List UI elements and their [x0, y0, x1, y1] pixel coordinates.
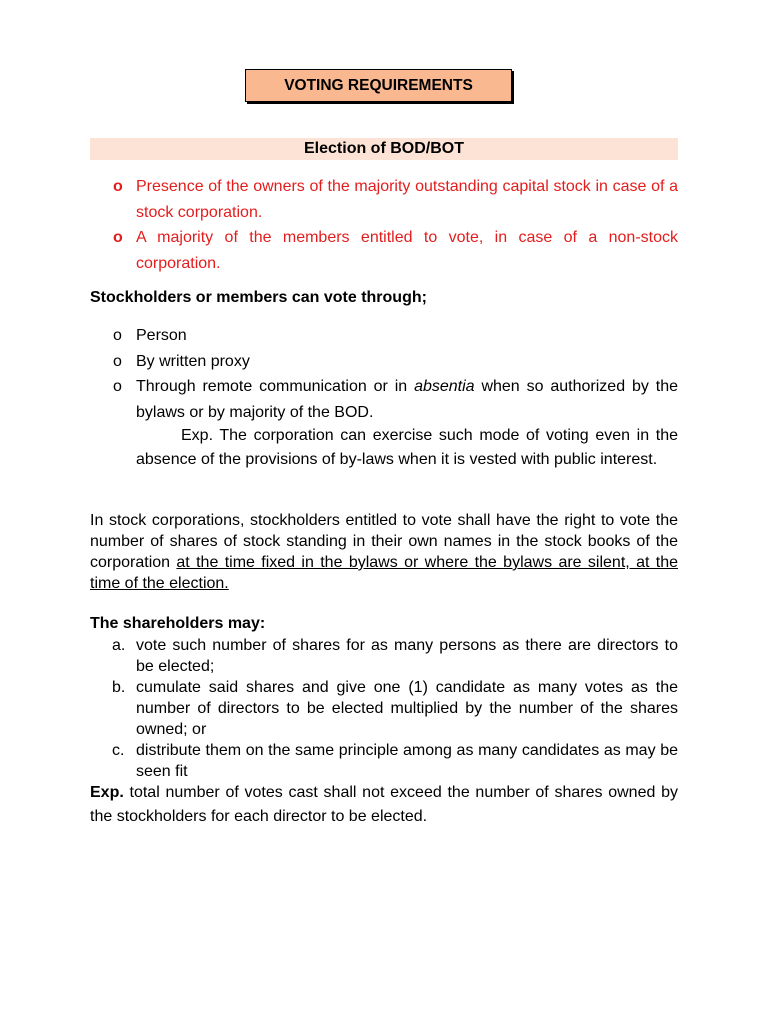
- list-item: [90, 225, 678, 276]
- bullet-marker: o: [113, 229, 123, 246]
- exception-text: total number of votes cast shall not exceed the number of shares owned by the stockholders for each director to be elected.: [90, 784, 678, 825]
- bullet-marker: o: [113, 178, 123, 195]
- list-item: [90, 740, 678, 782]
- section-title: Election of BOD/BOT: [90, 138, 678, 160]
- exception-label: Exp.: [90, 784, 124, 801]
- list-marker: a.: [112, 637, 126, 654]
- list-item-text: By written proxy: [136, 352, 250, 370]
- shareholder-options-list: [90, 635, 678, 782]
- vote-methods-list: [90, 323, 678, 425]
- list-item: [90, 323, 678, 349]
- list-item: [90, 635, 678, 677]
- bullet-marker: o: [113, 378, 122, 395]
- list-marker: c.: [112, 742, 125, 759]
- paragraph-text: In stock corporations, stockholders entitled to vote shall have the right to vote the number of shares of stock standing in their own names in the stock books of the corporation: [90, 512, 678, 571]
- absentia-italic: absentia: [414, 378, 475, 395]
- bullet-marker: o: [113, 327, 122, 344]
- list-item: [90, 349, 678, 375]
- list-item-text: distribute them on the same principle among as many candidates as may be seen fit: [136, 742, 678, 780]
- vote-through-heading: Stockholders or members can vote through;: [90, 289, 427, 306]
- shareholders-heading: The shareholders may:: [90, 615, 266, 632]
- list-item-text-post: when so authorized by the bylaws or by majority of the BOD.: [136, 378, 678, 421]
- final-exception: [90, 781, 678, 829]
- stock-corporations-paragraph: [90, 510, 678, 594]
- remote-voting-exception: Exp. The corporation can exercise such mode of voting even in the absence of the provisions of by-laws when it is vested with public interest.: [136, 427, 678, 468]
- document-title: VOTING REQUIREMENTS: [245, 69, 512, 102]
- list-marker: b.: [112, 679, 126, 696]
- underlined-text: at the time fixed in the bylaws or where the bylaws are silent, at the time of the election.: [90, 554, 678, 592]
- election-requirements-list: [90, 174, 678, 276]
- list-item-text: cumulate said shares and give one (1) candidate as many votes as the number of directors to be elected multiplied by the number of the shares owned; or: [136, 679, 678, 738]
- list-item: [90, 677, 678, 740]
- list-item-text: Presence of the owners of the majority outstanding capital stock in case of a stock corporation.: [136, 178, 678, 221]
- bullet-marker: o: [113, 352, 122, 370]
- list-item: [90, 374, 678, 425]
- list-item-text: A majority of the members entitled to vote, in case of a non-stock corporation.: [136, 229, 678, 272]
- list-item-text: vote such number of shares for as many persons as there are directors to be elected;: [136, 637, 678, 675]
- list-item: [90, 174, 678, 225]
- list-item-text-pre: Through remote communication or in: [136, 378, 415, 395]
- list-item-text: Person: [136, 327, 187, 344]
